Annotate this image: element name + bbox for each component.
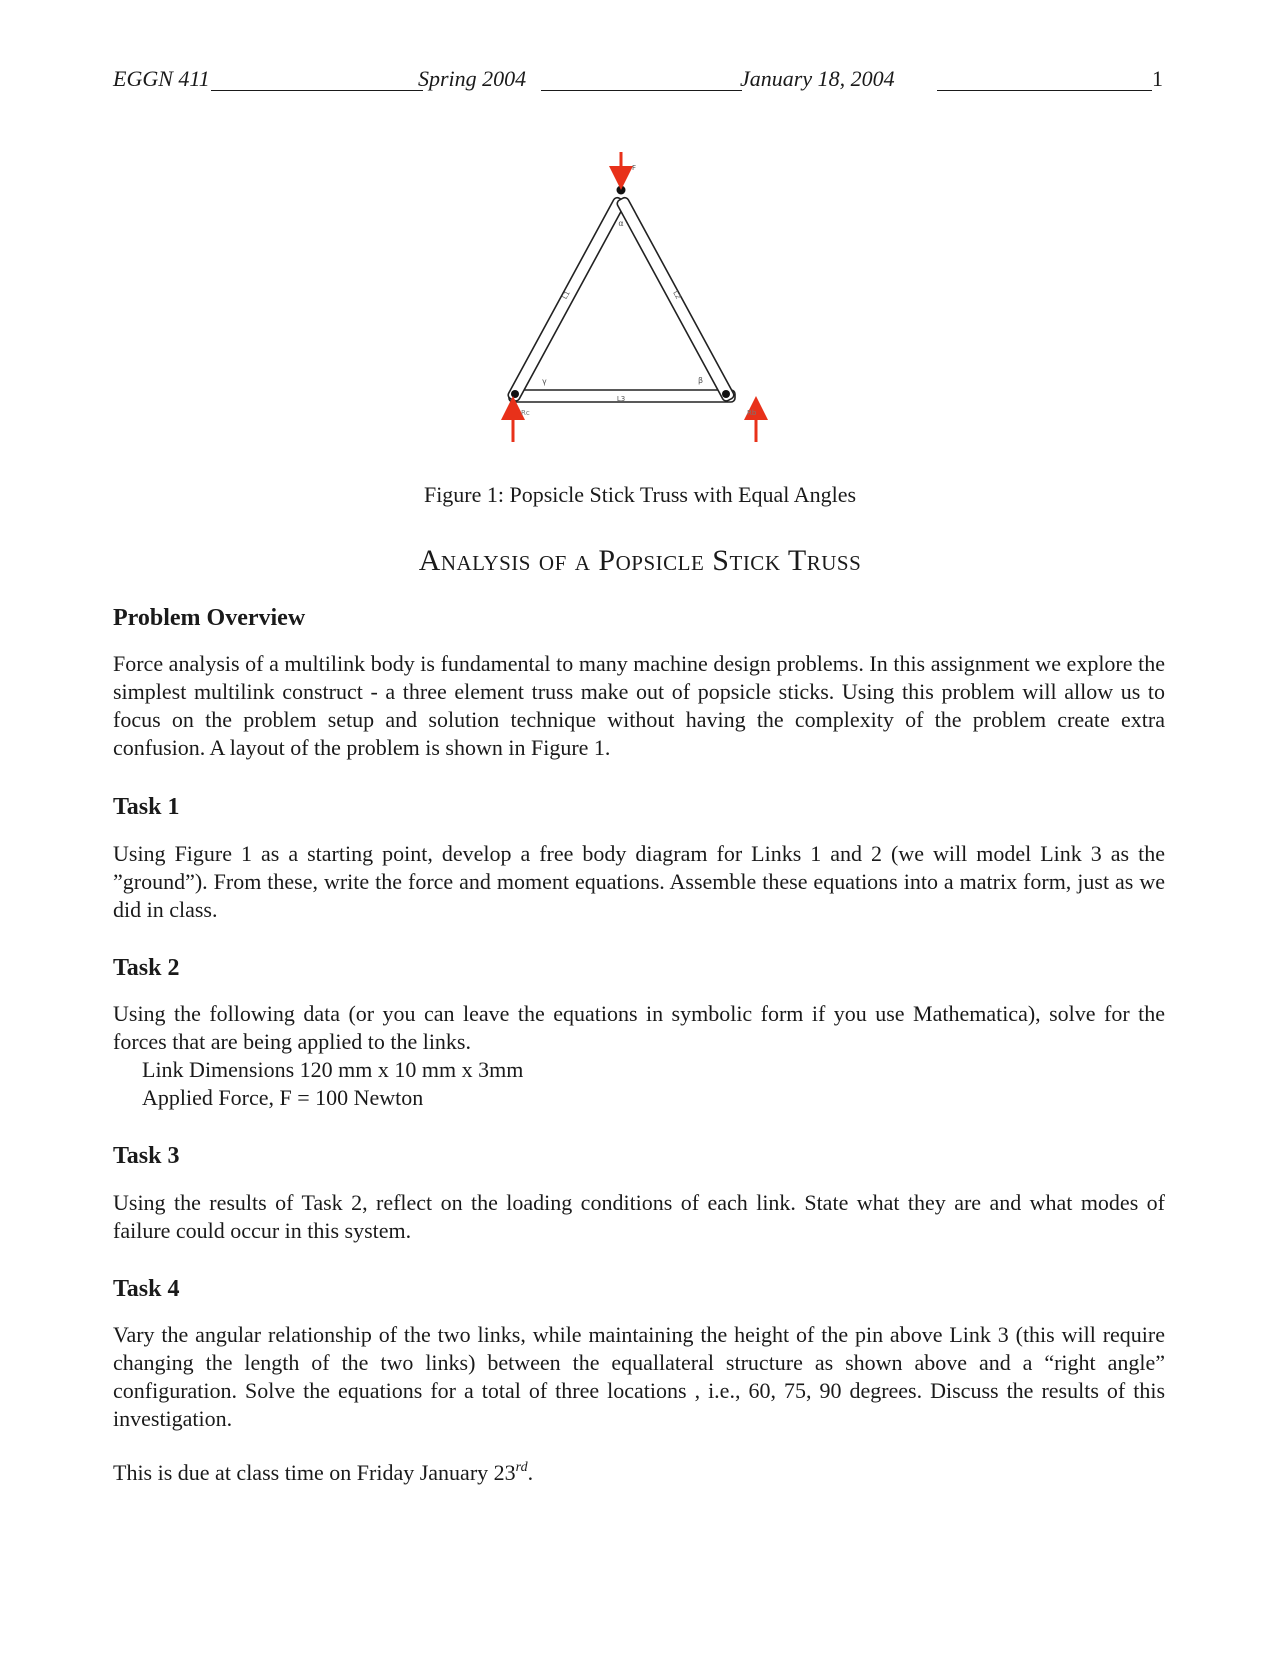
task2-block [113, 1000, 1165, 1112]
task1-heading: Task 1 [113, 794, 180, 820]
overview-text: Force analysis of a multilink body is fundamental to many machine design problems. In this assignment we explore the simplest multilink construct - a three element truss make out of popsicle sticks. Using this problem will allow us to focus on the problem setup and solution technique without having the complexity of the problem create extra confusion. A layout of the problem is shown in Figure 1. [113, 651, 1165, 760]
label-gamma: γ [542, 377, 547, 386]
header-rule-1 [211, 90, 423, 91]
label-beta: β [698, 376, 704, 385]
page-number: 1 [1152, 66, 1163, 91]
due-superscript: rd [515, 1460, 528, 1475]
header-rule-3 [937, 90, 1152, 91]
header-term: Spring 2004 [418, 66, 527, 91]
pin-right [722, 390, 730, 398]
task2-data-line: Applied Force, F = 100 Newton [142, 1085, 424, 1110]
header-date: January 18, 2004 [740, 66, 895, 91]
task3-heading: Task 3 [113, 1143, 180, 1169]
task4-heading: Task 4 [113, 1276, 180, 1302]
header-course: EGGN 411 [113, 66, 210, 91]
task1-text: Using Figure 1 as a starting point, develop a free body diagram for Links 1 and 2 (we will model Link 3 as the ”ground”). From these, write the force and moment equations. Assemble these equations into a matrix form, just as we did in class. [113, 841, 1165, 922]
truss-figure [470, 150, 810, 450]
task2-heading: Task 2 [113, 955, 180, 981]
overview-heading: Problem Overview [113, 605, 306, 631]
label-link3: L3 [616, 395, 626, 403]
due-end: . [527, 1460, 534, 1485]
page-title: Analysis of a Popsicle Stick Truss [418, 544, 862, 577]
due-text: This is due at class time on Friday January 23 [113, 1460, 516, 1485]
task4-text: Vary the angular relationship of the two links, while maintaining the height of the pin above Link 3 (this will require changing the length of the two links) between the equallateral structure as shown above and a “right angle” configuration. Solve the equations for a total of three locations , i.e., 60, 75, 90 degrees. Discuss the results of this investigation. [113, 1322, 1165, 1431]
truss-diagram [470, 150, 810, 450]
label-reaction-c: Rc [521, 409, 530, 417]
header-rule-2 [541, 90, 742, 91]
label-alpha: α [618, 219, 624, 228]
label-link2: L2 [671, 289, 683, 301]
figure-caption: Figure 1: Popsicle Stick Truss with Equal Angles [423, 482, 857, 507]
label-link1: L1 [560, 289, 572, 301]
task3-text: Using the results of Task 2, reflect on the loading conditions of each link. State what they are and what modes of failure could occur in this system. [113, 1190, 1165, 1243]
task2-data-line: Link Dimensions 120 mm x 10 mm x 3mm [142, 1057, 524, 1082]
label-reaction-b: Rb [747, 409, 757, 417]
task2-text: Using the following data (or you can leave the equations in symbolic form if you use Mathematica), solve for the forces that are being applied to the links. [113, 1001, 1165, 1054]
running-header [113, 66, 1163, 96]
pin-left [511, 390, 519, 398]
label-force: F [632, 164, 637, 172]
pin-top [617, 186, 626, 195]
due-note [113, 1459, 1165, 1487]
